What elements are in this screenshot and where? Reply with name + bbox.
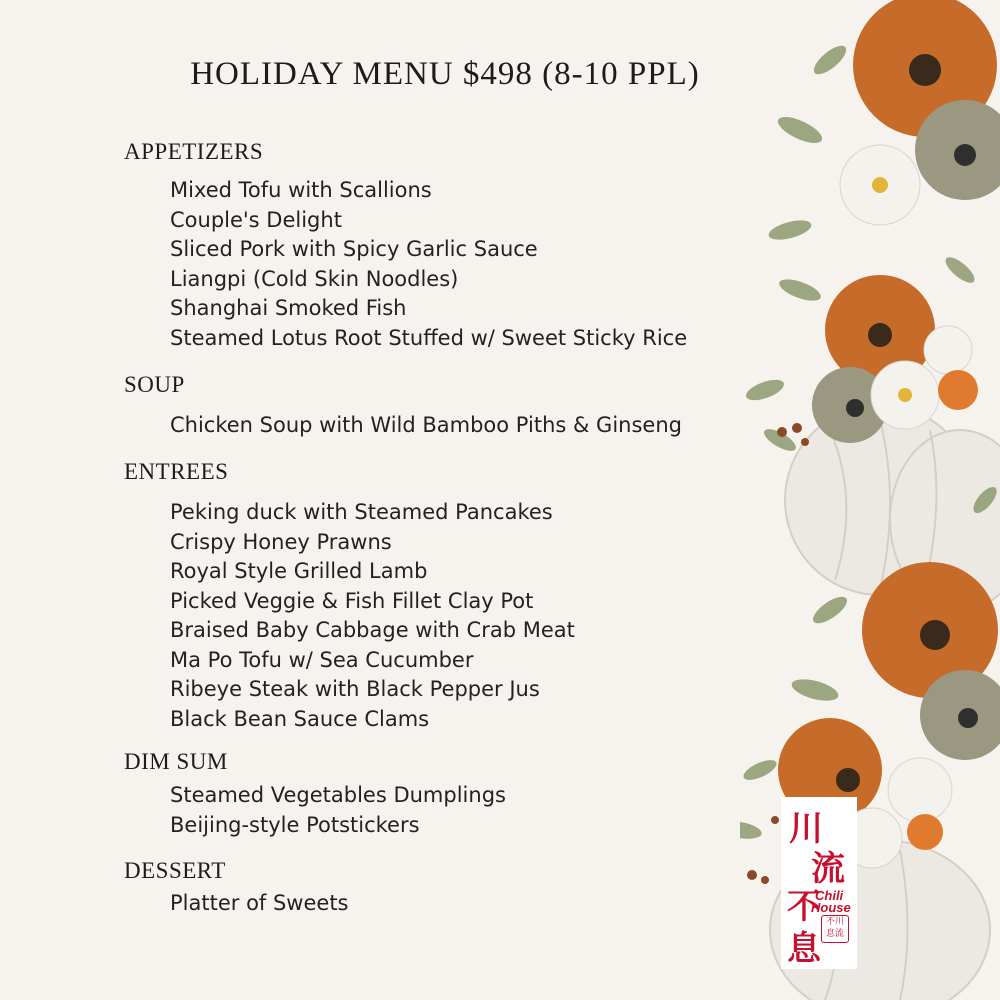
menu-title: HOLIDAY MENU $498 (8-10 PPL)	[190, 56, 700, 92]
logo-char: 流	[811, 849, 845, 889]
logo-char: 川	[789, 809, 823, 849]
section-heading-entrees: ENTREES	[124, 459, 229, 484]
section-heading-appetizers: APPETIZERS	[124, 139, 264, 164]
entrees-list	[170, 498, 575, 734]
menu-item: Steamed Lotus Root Stuffed w/ Sweet Sticky Rice	[170, 325, 688, 350]
logo-char: 不	[787, 887, 821, 927]
logo-text-house: House	[811, 900, 851, 915]
menu-item: Braised Baby Cabbage with Crab Meat	[170, 618, 575, 642]
logo-seal	[821, 915, 849, 943]
section-heading-dessert: DESSERT	[124, 858, 226, 883]
menu-item: Picked Veggie & Fish Fillet Clay Pot	[170, 588, 534, 613]
menu-item: Platter of Sweets	[170, 891, 349, 915]
logo-char: 息	[787, 929, 821, 969]
menu-item: Shanghai Smoked Fish	[170, 296, 407, 320]
appetizers-list	[170, 176, 687, 353]
logo-text-chili: Chili	[815, 888, 844, 903]
dim-sum-list	[170, 781, 506, 840]
section-heading-dim-sum: DIM SUM	[124, 749, 228, 774]
menu-item: Peking duck with Steamed Pancakes	[170, 500, 553, 524]
menu-item: Black Bean Sauce Clams	[170, 706, 430, 731]
menu-item: Liangpi (Cold Skin Noodles)	[170, 266, 459, 291]
chili-house-logo	[781, 797, 857, 969]
menu-item: Chicken Soup with Wild Bamboo Piths & Ginseng	[170, 413, 682, 437]
menu-item: Crispy Honey Prawns	[170, 529, 392, 554]
seal-line: 息流	[825, 929, 844, 939]
menu-item: Ribeye Steak with Black Pepper Jus	[170, 677, 540, 701]
dessert-list	[170, 889, 349, 919]
menu-item: Royal Style Grilled Lamb	[170, 559, 428, 583]
menu-item: Mixed Tofu with Scallions	[170, 178, 432, 202]
seal-line: 不川	[825, 917, 844, 927]
menu-item: Beijing-style Potstickers	[170, 812, 420, 837]
menu-item: Couple's Delight	[170, 207, 342, 232]
menu-item: Steamed Vegetables Dumplings	[170, 783, 506, 807]
menu-item: Ma Po Tofu w/ Sea Cucumber	[170, 647, 474, 672]
menu-item: Sliced Pork with Spicy Garlic Sauce	[170, 237, 538, 261]
soup-list	[170, 411, 682, 441]
section-heading-soup: SOUP	[124, 372, 185, 397]
floral-pumpkin-illustration	[740, 0, 1000, 1000]
